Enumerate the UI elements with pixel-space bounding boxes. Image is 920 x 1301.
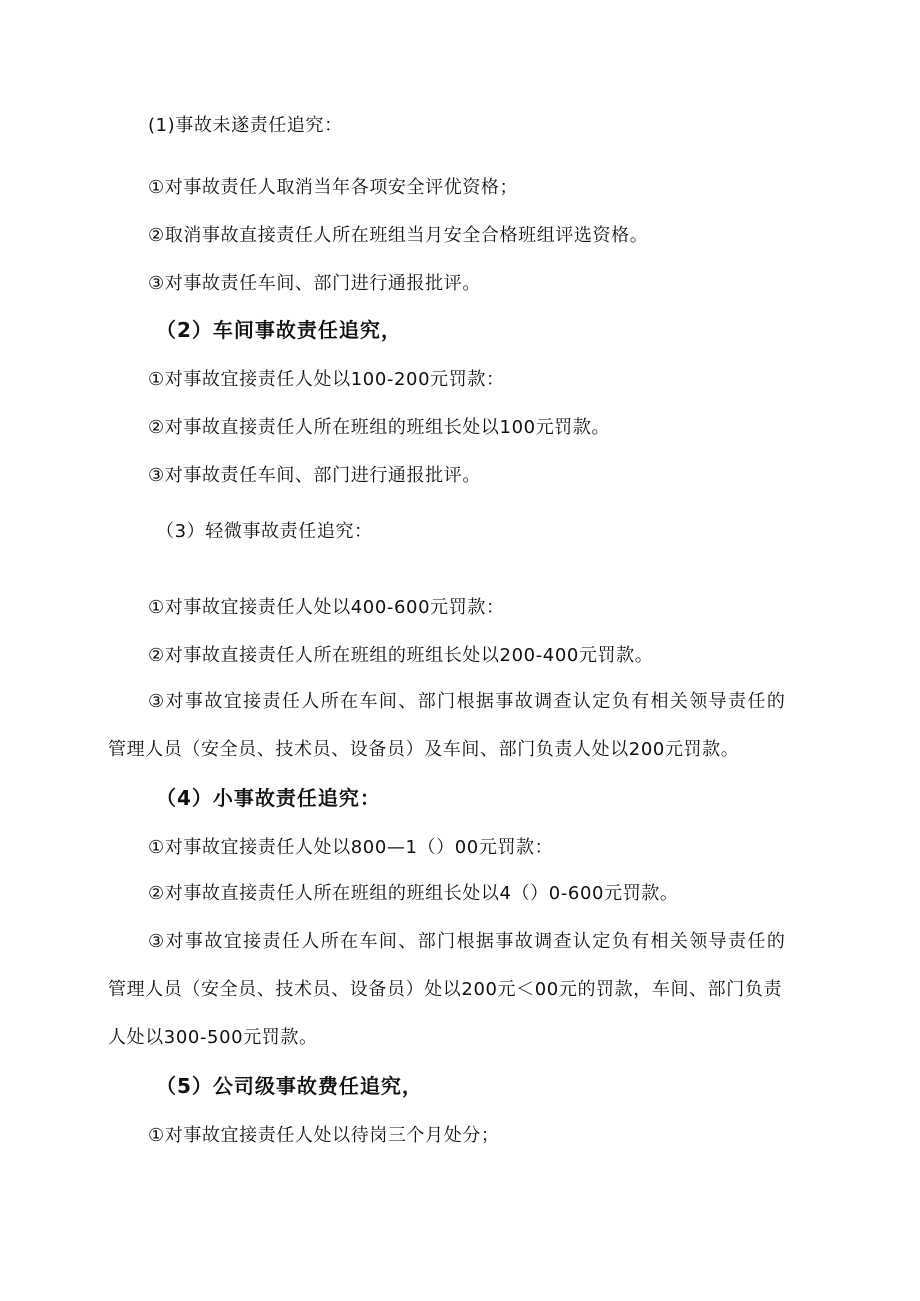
section-heading: （5）公司级事故费任追究，: [156, 1074, 423, 1098]
list-item: ①对事故宜接责任人处以待岗三个月处分；: [148, 1125, 500, 1146]
section-heading: （2）车间事故责任追究，: [156, 318, 402, 342]
list-item: ③对事故宜接责任人所在车间、部门根据事故调查认定负有相关领导责任的: [148, 931, 787, 952]
list-item: ③对事故宜接责任人所在车间、部门根据事故调查认定负有相关领导责任的: [148, 691, 787, 712]
list-item: ②对事故直接责任人所在班组的班组长处以200-400元罚款。: [148, 645, 654, 666]
list-item-continuation: 人处以300-500元罚款。: [108, 1027, 318, 1048]
list-item-continuation: 管理人员（安全员、技术员、设备员）处以200元＜00元的罚款，车间、部门负责: [108, 979, 783, 1000]
list-item: ③对事故责任车间、部门进行通报批评。: [148, 465, 481, 486]
list-item: ②取消事故直接责任人所在班组当月安全合格班组评选资格。: [148, 225, 649, 246]
list-item: ①对事故宜接责任人处以100-200元罚款：: [148, 369, 505, 390]
list-item: ①对事故宜接责任人处以400-600元罚款：: [148, 597, 505, 618]
list-item: ③对事故责任车间、部门进行通报批评。: [148, 273, 481, 294]
section-heading: （3）轻微事故责任追究：: [156, 521, 373, 542]
list-item: ②对事故直接责任人所在班组的班组长处以100元罚款。: [148, 417, 611, 438]
list-item: ②对事故直接责任人所在班组的班组长处以4（）0-600元罚款。: [148, 883, 679, 904]
list-item-continuation: 管理人员（安全员、技术员、设备员）及车间、部门负责人处以200元罚款。: [108, 739, 740, 760]
section-heading: （4）小事故责任追究：: [156, 786, 381, 810]
list-item: ①对事故责任人取消当年各项安全评优资格；: [148, 177, 519, 198]
list-item: ①对事故宜接责任人处以800—1（）00元罚款：: [148, 837, 554, 858]
section-heading: (1)事故未遂责任追究：: [148, 115, 343, 136]
